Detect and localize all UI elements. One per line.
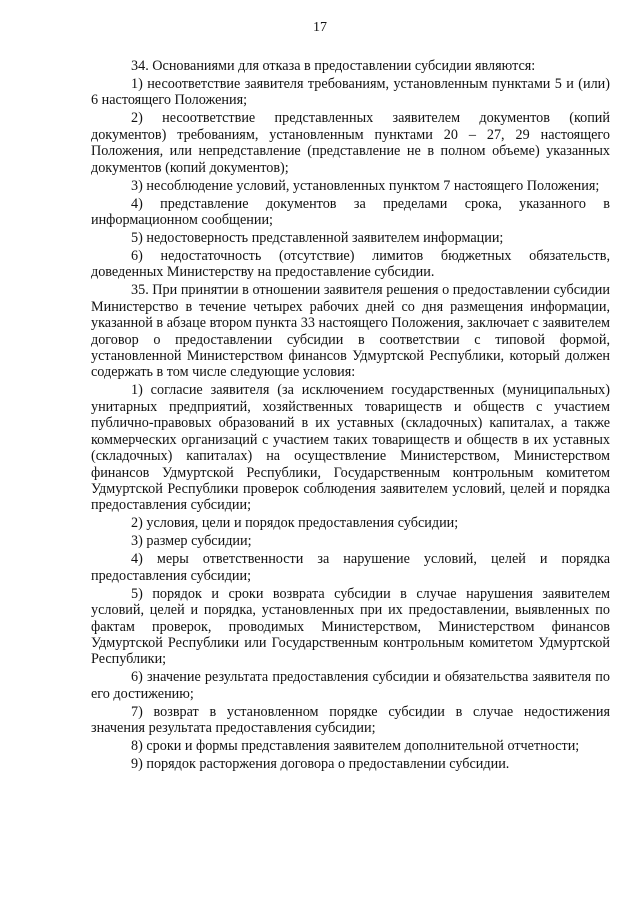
paragraph-item-35-3: 3) размер субсидии;	[131, 533, 252, 550]
paragraph-item-35-1: 1) согласие заявителя (за исключением государственных (муниципальных) унитарных предприятий, хозяйственных товариществ и обществ с участием публично-правовых образований в их уставных (складочных) капиталах, а также коммерческих организаций с участием таких товариществ и обществ в их уставных (складочных) капиталах) на осуществление Министерством, Министерством финансов Удмуртской Республики, Государственным контрольным комитетом Удмуртской Республики проверок соблюдения заявителем условий, целей и порядка предоставления субсидии;	[91, 382, 610, 514]
paragraph-item-34-4: 4) представление документов за пределами срока, указанного в информационном сообщении;	[91, 195, 610, 229]
paragraph-item-34-6: 6) недостаточность (отсутствие) лимитов бюджетных обязательств, доведенных Министерству на предоставление субсидии.	[91, 248, 610, 281]
document-body	[91, 58, 610, 774]
paragraph-item-34-1: 1) несоответствие заявителя требованиям, установленным пунктами 5 и (или) 6 настоящего Положения;	[91, 76, 610, 109]
paragraph-item-35-5: 5) порядок и сроки возврата субсидии в случае нарушения заявителем условий, целей и порядка, установленных при их предоставлении, выявленных по фактам проверок, проводимых Министерством, Министерством финансов Удмуртской Республики или Государственным контрольным комитетом Удмуртской Республики;	[91, 585, 610, 668]
paragraph-item-35-7: 7) возврат в установленном порядке субсидии в случае недостижения значения результата предоставления субсидии;	[91, 703, 610, 737]
paragraph-item-34-5: 5) недостоверность представленной заявителем информации;	[131, 230, 504, 247]
paragraph-item-35-9: 9) порядок расторжения договора о предоставлении субсидии.	[131, 756, 510, 773]
page-number: 17	[313, 20, 327, 35]
paragraph-item-34-3: 3) несоблюдение условий, установленных пунктом 7 настоящего Положения;	[131, 177, 600, 194]
paragraph-item-35: 35. При принятии в отношении заявителя решения о предоставлении субсидии Министерство в течение четырех рабочих дней со дня размещения информации, указанной в абзаце втором пункта 33 настоящего Положения, заключает с заявителем договор о предоставлении субсидии в соответствии с типовой формой, установленной Министерством финансов Удмуртской Республики, который должен содержать в том числе следующие условия:	[91, 282, 610, 381]
paragraph-item-35-8: 8) сроки и формы представления заявителем дополнительной отчетности;	[131, 738, 580, 755]
paragraph-item-35-2: 2) условия, цели и порядок предоставления субсидии;	[131, 515, 459, 532]
paragraph-item-34: 34. Основаниями для отказа в предоставлении субсидии являются:	[131, 58, 536, 74]
paragraph-item-35-6: 6) значение результата предоставления субсидии и обязательства заявителя по его достижению;	[91, 669, 610, 702]
paragraph-item-34-2: 2) несоответствие представленных заявителем документов (копий документов) требованиям, установленным пунктами 20 – 27, 29 настоящего Положения, или непредставление (представление не в полном объеме) указанных документов (копий документов);	[91, 110, 610, 176]
paragraph-item-35-4: 4) меры ответственности за нарушение условий, целей и порядка предоставления субсидии;	[91, 551, 610, 584]
